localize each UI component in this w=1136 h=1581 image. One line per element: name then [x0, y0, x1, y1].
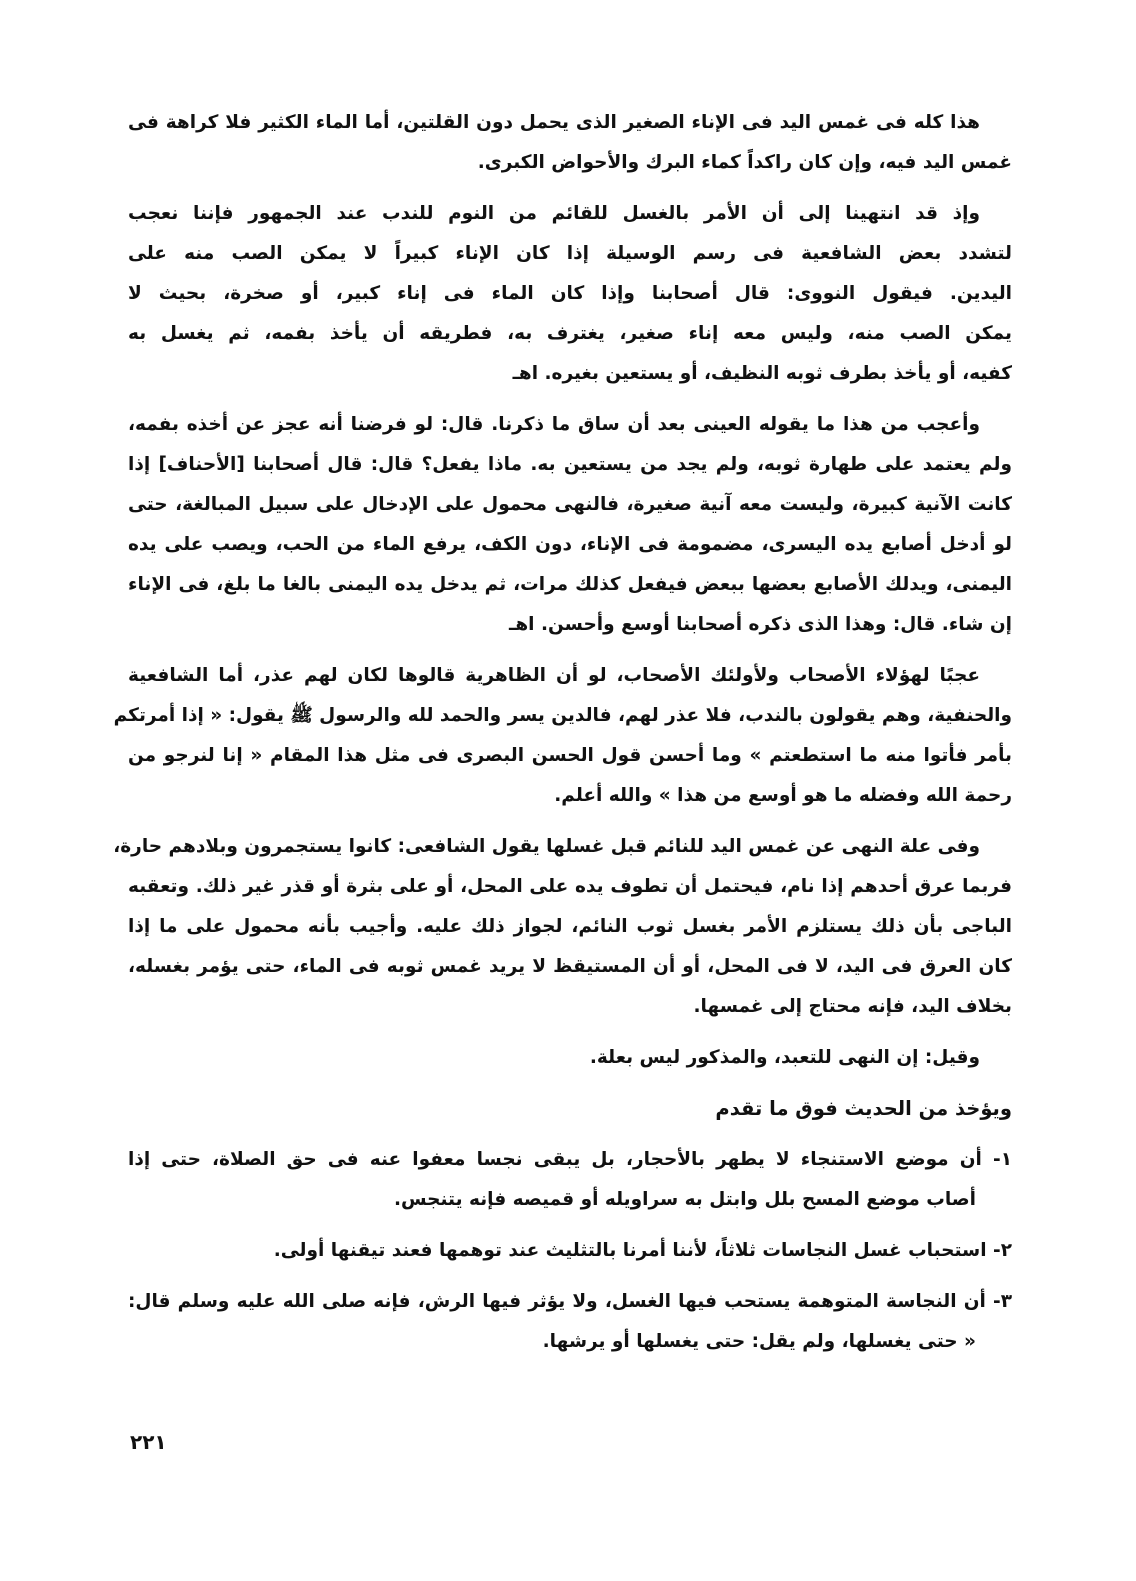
text-line: اليدين. فيقول النووى: قال أصحابنا وإذا كان الماء فى إناء كبير، أو صخرة، بحيث لا: [128, 283, 1012, 304]
text-line: هذا كله فى غمس اليد فى الإناء الصغير الذى يحمل دون القلتين، أما الماء الكثير فلا كراهة فى: [128, 112, 980, 133]
section-heading: [128, 1089, 1012, 1129]
text-line: يمكن الصب منه، وليس معه إناء صغير، يغترف به، فطريقه أن يأخذ بفمه، ثم يغسل به: [128, 323, 1012, 344]
text-line: فربما عرق أحدهم إذا نام، فيحتمل أن تطوف يده على المحل، أو على بثرة أو قذر غير ذلك. وتعقبه: [128, 876, 1012, 897]
text-line: كانت الآنية كبيرة، وليست معه آنية صغيرة، فالنهى محمول على الإدخال على سبيل المبالغة، حتى: [128, 494, 1012, 515]
text-line: ولم يعتمد على طهارة ثوبه، ولم يجد من يستعين به. ماذا يفعل؟ قال: قال أصحابنا [الأحناف] إذا: [128, 454, 1012, 475]
text-line: لتشدد بعض الشافعية فى رسم الوسيلة إذا كان الإناء كبيراً لا يمكن الصب منه على: [128, 243, 1012, 264]
paragraph: [113, 827, 1012, 1027]
paragraph: [128, 103, 1012, 183]
text-line: بخلاف اليد، فإنه محتاج إلى غمسها.: [693, 996, 1012, 1017]
paragraph: [113, 656, 1012, 816]
page-body: [113, 103, 1012, 1373]
numbered-item: [128, 1231, 1012, 1271]
text-line: اليمنى، ويدلك الأصابع بعضها ببعض فيفعل كذلك مرات، ثم يدخل يده اليمنى بالغا ما بلغ، فى الإناء: [128, 574, 1012, 595]
text-line: غمس اليد فيه، وإن كان راكداً كماء البرك والأحواض الكبرى.: [477, 152, 1012, 173]
text-line: أصاب موضع المسح بلل وابتل به سراويله أو قميصه فإنه يتنجس.: [393, 1189, 976, 1210]
text-line: وإذ قد انتهينا إلى أن الأمر بالغسل للقائم من النوم للندب عند الجمهور فإننا نعجب: [128, 203, 980, 224]
numbered-item: [128, 1140, 1012, 1220]
page-number: ٢٢١: [130, 1430, 167, 1454]
paragraph: [128, 405, 1012, 645]
text-line: بأمر فأتوا منه ما استطعتم » وما أحسن قول الحسن البصرى فى مثل هذا المقام « إنا لنرجو من: [128, 745, 1012, 766]
text-line: وأعجب من هذا ما يقوله العينى بعد أن ساق ما ذكرنا. قال: لو فرضنا أنه عجز عن أخذه بفمه،: [128, 414, 980, 435]
text-line: كان العرق فى اليد، لا فى المحل، أو أن المستيقظ لا يريد غمس ثوبه فى الماء، حتى يؤمر بغسله،: [128, 956, 1012, 977]
text-line: والحنفية، وهم يقولون بالندب، فلا عذر لهم، فالدين يسر والحمد لله والرسول ﷺ يقول: « إذا أمرتكم: [113, 705, 1012, 726]
text-line: ٢- استحباب غسل النجاسات ثلاثاً، لأننا أمرنا بالتثليث عند توهمها فعند تيقنها أولى.: [273, 1240, 1012, 1261]
text-line: « حتى يغسلها، ولم يقل: حتى يغسلها أو يرشها.: [542, 1331, 976, 1352]
text-line: ٣- أن النجاسة المتوهمة يستحب فيها الغسل، ولا يؤثر فيها الرش، فإنه صلى الله عليه وسلم قال:: [128, 1291, 1012, 1312]
text-line: رحمة الله وفضله ما هو أوسع من هذا » والله أعلم.: [554, 785, 1012, 806]
text-line: لو أدخل أصابع يده اليسرى، مضمومة فى الإناء، دون الكف، يرفع الماء من الحب، ويصب على يده: [128, 534, 1012, 555]
text-line: الباجى بأن ذلك يستلزم الأمر بغسل ثوب النائم، لجواز ذلك عليه. وأجيب بأنه محمول على ما إذا: [128, 916, 1012, 937]
text-line: وفى علة النهى عن غمس اليد للنائم قبل غسلها يقول الشافعى: كانوا يستجمرون وبلادهم حارة،: [113, 836, 980, 857]
numbered-item: [128, 1282, 1012, 1362]
text-line: عجبًا لهؤلاء الأصحاب ولأولئك الأصحاب، لو أن الظاهرية قالوها لكان لهم عذر، أما الشافعية: [128, 665, 980, 686]
text-line: وقيل: إن النهى للتعبد، والمذكور ليس بعلة.: [589, 1047, 980, 1068]
text-line: ١- أن موضع الاستنجاء لا يطهر بالأحجار، بل يبقى نجسا معفوا عنه فى حق الصلاة، حتى إذا: [128, 1149, 1012, 1170]
text-line: إن شاء. قال: وهذا الذى ذكره أصحابنا أوسع وأحسن. اهـ: [509, 614, 1012, 635]
text-line: ويؤخذ من الحديث فوق ما تقدم: [715, 1097, 1012, 1120]
paragraph: [128, 1038, 1012, 1078]
paragraph: [128, 194, 1012, 394]
text-line: كفيه، أو يأخذ بطرف ثوبه النظيف، أو يستعين بغيره. اهـ: [512, 363, 1012, 384]
